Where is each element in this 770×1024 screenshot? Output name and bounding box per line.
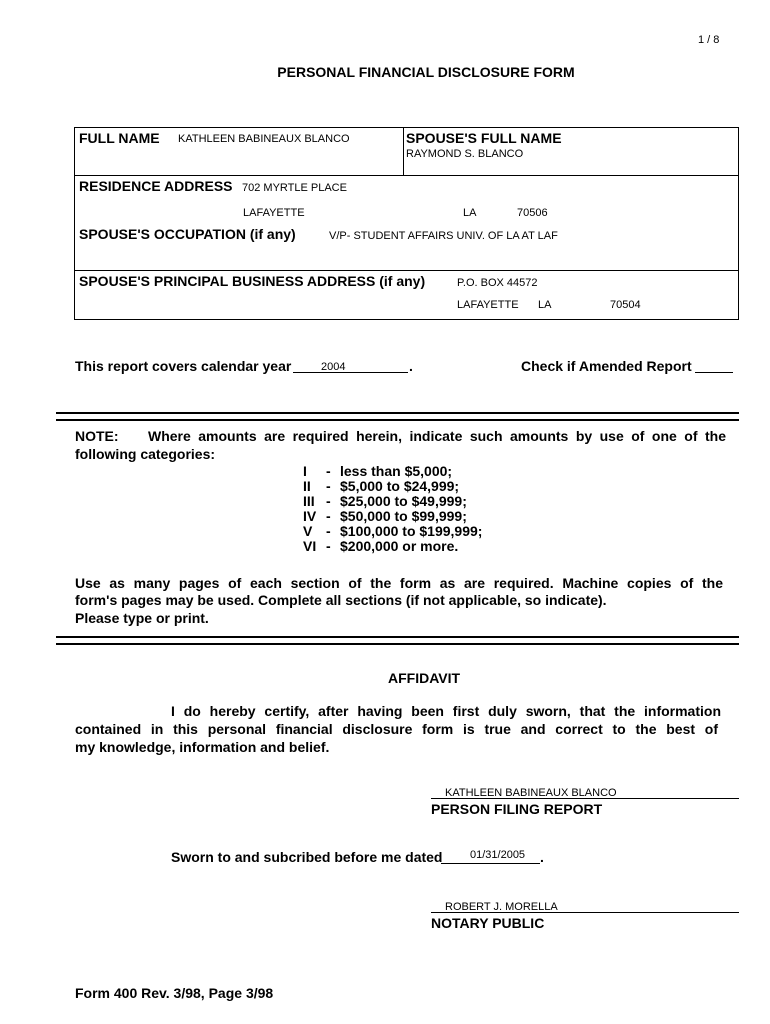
category-range: $25,000 to $49,999; [340,493,467,509]
notary-name: ROBERT J. MORELLA [445,901,558,913]
category-dash: - [326,493,331,509]
category-code: III [303,493,315,509]
spouse-name-value: RAYMOND S. BLANCO [406,148,524,160]
sworn-period: . [540,849,544,865]
category-code: I [303,463,307,479]
residence-city: LAFAYETTE [243,207,305,219]
page-number: 1 / 8 [698,34,720,46]
category-code: V [303,523,313,539]
occupation-label: SPOUSE'S OCCUPATION (if any) [79,226,296,242]
category-code: II [303,478,311,494]
report-year-underline [293,372,408,373]
business-zip: 70504 [610,299,641,311]
residence-zip: 70506 [517,207,548,219]
instructions-line3: Please type or print. [75,610,209,626]
affidavit-line3: my knowledge, information and belief. [75,739,330,755]
category-dash: - [326,508,331,524]
note-text-line2: following categories: [75,446,216,462]
sworn-label: Sworn to and subcribed before me dated [171,849,443,865]
residence-state: LA [463,207,477,219]
amended-report-label: Check if Amended Report [521,358,692,374]
category-range: $5,000 to $24,999; [340,478,460,494]
affidavit-heading: AFFIDAVIT [388,670,461,686]
note-text-line1: Where amounts are required herein, indicate such amounts by use of one of the [148,428,726,444]
notary-caption: NOTARY PUBLIC [431,915,545,931]
category-range: $100,000 to $199,999; [340,523,483,539]
spouse-name-label: SPOUSE'S FULL NAME [406,130,562,146]
amended-report-checkline[interactable] [695,372,733,373]
filer-name: KATHLEEN BABINEAUX BLANCO [445,787,617,799]
full-name-label: FULL NAME [79,130,160,146]
row-divider-1 [74,175,739,176]
business-city: LAFAYETTE [457,299,519,311]
residence-label: RESIDENCE ADDRESS [79,178,233,194]
separator-top-1 [56,412,739,414]
category-dash: - [326,523,331,539]
category-dash: - [326,478,331,494]
category-range: less than $5,000; [340,463,453,479]
instructions-line1: Use as many pages of each section of the form as are required. Machine copies of the [75,575,723,591]
category-range: $50,000 to $99,999; [340,508,467,524]
business-address-label: SPOUSE'S PRINCIPAL BUSINESS ADDRESS (if any) [79,273,426,289]
occupation-value: V/P- STUDENT AFFAIRS UNIV. OF LA AT LAF [329,230,558,242]
category-range: $200,000 or more. [340,538,459,554]
category-code: IV [303,508,317,524]
form-footer: Form 400 Rev. 3/98, Page 3/98 [75,985,274,1001]
notary-signature-line [431,912,739,913]
report-year-value: 2004 [321,361,346,373]
instructions-line2: form's pages may be used. Complete all sections (if not applicable, so indicate). [75,592,607,608]
row-divider-2 [74,270,739,271]
form-title: PERSONAL FINANCIAL DISCLOSURE FORM [277,64,575,80]
sworn-date-underline [441,863,540,864]
filer-caption: PERSON FILING REPORT [431,801,603,817]
report-year-label: This report covers calendar year [75,358,292,374]
business-state: LA [538,299,552,311]
affidavit-line2: contained in this personal financial disclosure form is true and correct to the best of [75,721,718,737]
filer-signature-line [431,798,739,799]
residence-street: 702 MYRTLE PLACE [242,182,347,194]
category-code: VI [303,538,317,554]
category-dash: - [326,463,331,479]
business-address-line1: P.O. BOX 44572 [457,277,538,289]
category-dash: - [326,538,331,554]
separator-bottom-1 [56,636,739,638]
sworn-date: 01/31/2005 [470,849,526,861]
full-name-value: KATHLEEN BABINEAUX BLANCO [178,133,350,145]
affidavit-line1: I do hereby certify, after having been first duly sworn, that the information [171,703,721,719]
note-label: NOTE: [75,428,119,444]
separator-top-2 [56,419,739,421]
name-column-divider [403,127,404,176]
separator-bottom-2 [56,643,739,645]
report-year-period: . [409,358,413,374]
